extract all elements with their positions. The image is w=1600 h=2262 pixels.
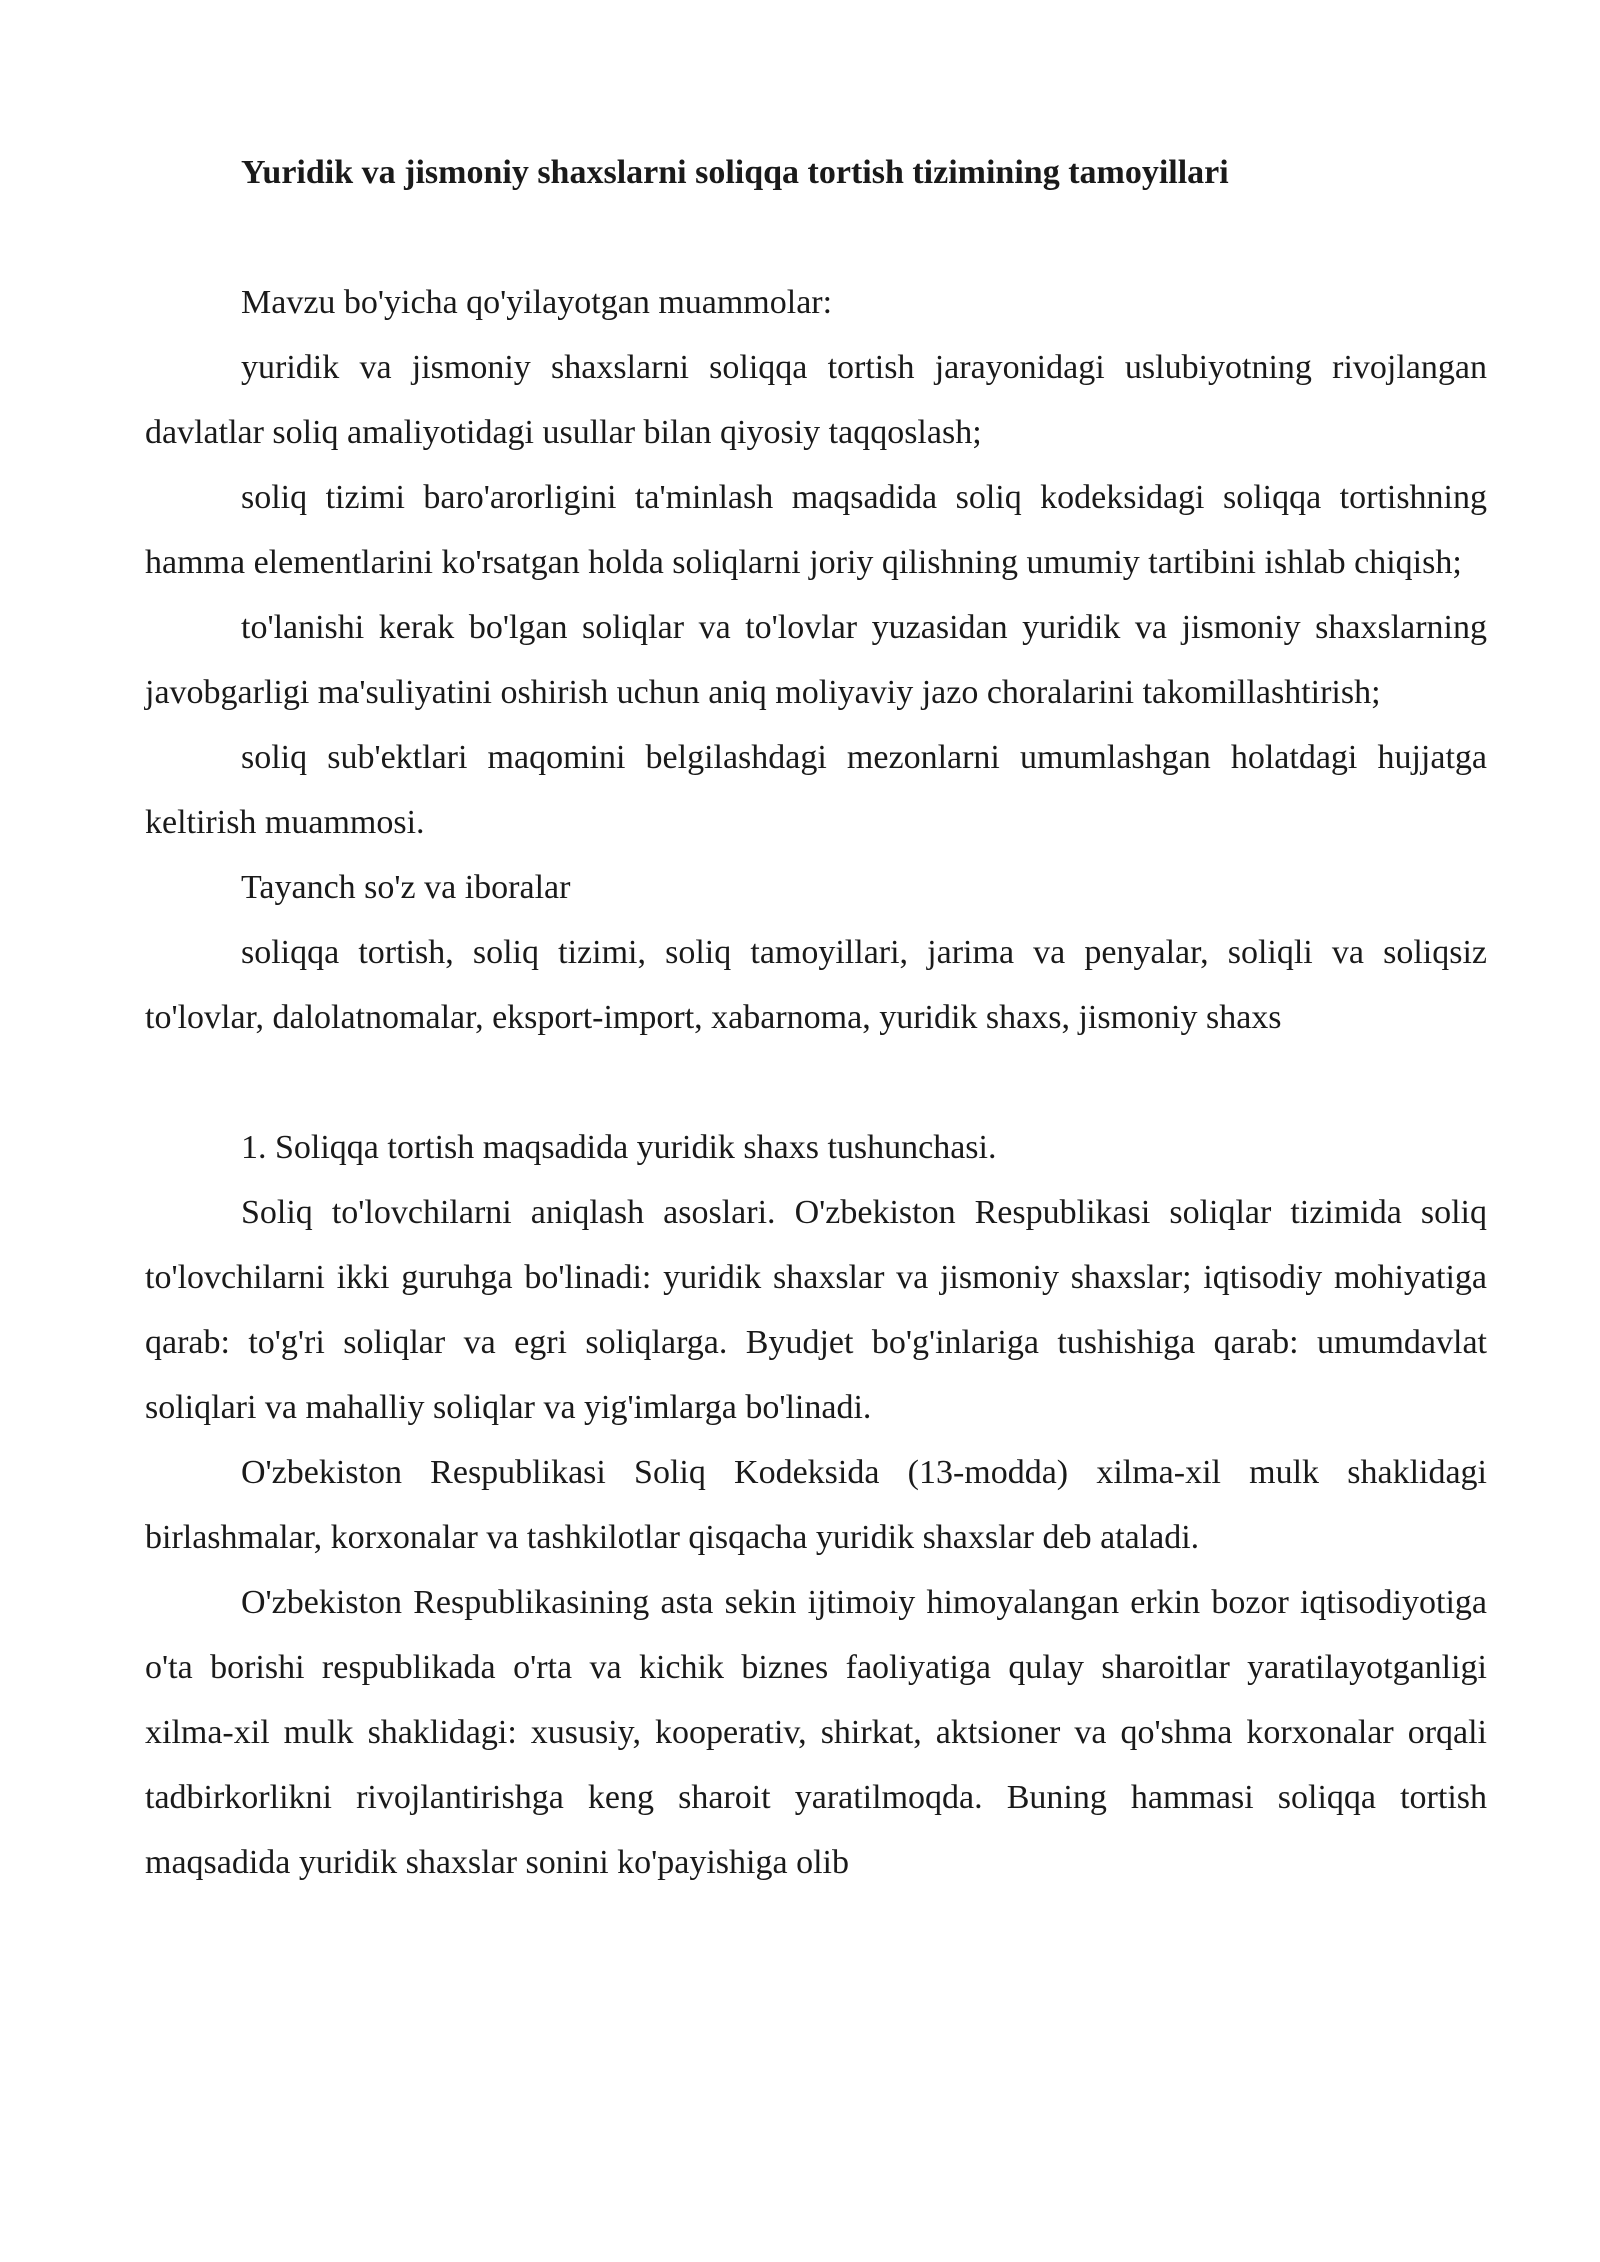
paragraph-problem-1: yuridik va jismoniy shaxslarni soliqqa tortish jarayonidagi uslubiyotning rivojlangan davlatlar soliq amaliyotidagi usullar bilan qiyosiy taqqoslash; bbox=[145, 349, 1487, 451]
spacer bbox=[145, 1050, 1487, 1115]
paragraph-problem-3: to'lanishi kerak bo'lgan soliqlar va to'lovlar yuzasidan yuridik va jismoniy shaxslarning javobgarligi ma'suliyatini oshirish uchun aniq moliyaviy jazo choralarini takomillashtirish; bbox=[145, 609, 1487, 711]
paragraph-body-3: O'zbekiston Respublikasining asta sekin ijtimoiy himoyalangan erkin bozor iqtisodiyotiga o'ta borishi respublikada o'rta va kichik biznes faoliyatiga qulay sharoitlar yaratilayotganligi xilma-xil mulk shaklidagi: xususiy, kooperativ, shirkat, aktsioner va qo'shma korxonalar orqali tadbirkorlikni rivojlantirishga keng sharoit yaratilmoqda. Buning hammasi soliqqa tortish maqsadida yuridik shaxslar sonini ko'payishiga olib bbox=[145, 1584, 1487, 1881]
spacer bbox=[145, 205, 1487, 270]
paragraph-keywords-heading: Tayanch so'z va iboralar bbox=[241, 869, 571, 906]
paragraph-problem-4: soliq sub'ektlari maqomini belgilashdagi mezonlarni umumlashgan holatdagi hujjatga keltirish muammosi. bbox=[145, 739, 1487, 841]
paragraph-keywords: soliqqa tortish, soliq tizimi, soliq tamoyillari, jarima va penyalar, soliqli va soliqsiz to'lovlar, dalolatnomalar, eksport-import, xabarnoma, yuridik shaxs, jismoniy shaxs bbox=[145, 934, 1487, 1036]
document-page bbox=[145, 140, 1487, 1895]
paragraph-problem-2: soliq tizimi baro'arorligini ta'minlash maqsadida soliq kodeksidagi soliqqa tortishning hamma elementlarini ko'rsatgan holda soliqlarni joriy qilishning umumiy tartibini ishlab chiqish; bbox=[145, 479, 1487, 581]
section-heading-1: 1. Soliqqa tortish maqsadida yuridik shaxs tushunchasi. bbox=[241, 1129, 997, 1166]
paragraph-body-1: Soliq to'lovchilarni aniqlash asoslari. O'zbekiston Respublikasi soliqlar tizimida soliq to'lovchilarni ikki guruhga bo'linadi: yuridik shaxslar va jismoniy shaxslar; iqtisodiy mohiyatiga qarab: to'g'ri soliqlar va egri soliqlarga. Byudjet bo'g'inlariga tushishiga qarab: umumdavlat soliqlari va mahalliy soliqlar va yig'imlarga bo'linadi. bbox=[145, 1194, 1487, 1426]
document-title: Yuridik va jismoniy shaxslarni soliqqa tortish tizimining tamoyillari bbox=[241, 154, 1229, 191]
paragraph-problems-heading: Mavzu bo'yicha qo'yilayotgan muammolar: bbox=[241, 284, 833, 321]
paragraph-body-2: O'zbekiston Respublikasi Soliq Kodeksida (13-modda) xilma-xil mulk shaklidagi birlashmalar, korxonalar va tashkilotlar qisqacha yuridik shaxslar deb ataladi. bbox=[145, 1454, 1487, 1556]
